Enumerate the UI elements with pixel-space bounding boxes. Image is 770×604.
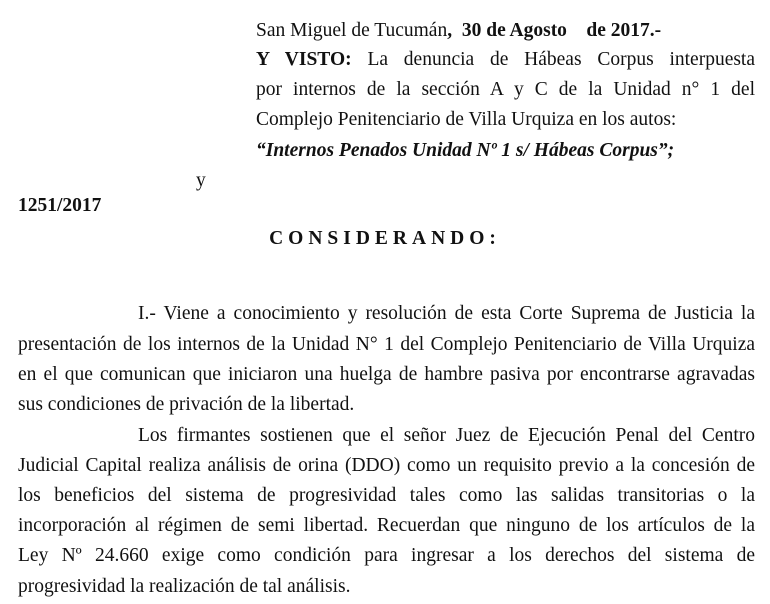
- visto-line: [256, 49, 755, 71]
- paragraph-2-line-3: los beneficios del sistema de progresividad tales como las salidas transitorias o la: [18, 485, 755, 506]
- visto-label: Y VISTO:: [256, 49, 352, 70]
- paragraph-2-line-5: Ley Nº 24.660 exige como condición para ingresar a los derechos del sistema de: [18, 545, 755, 566]
- paragraph-2-line-2: Judicial Capital realiza análisis de orina (DDO) como un requisito previo a la concesión de: [18, 455, 755, 476]
- paragraph-1-line-4: sus condiciones de privación de la libertad.: [18, 394, 355, 415]
- section-heading: CONSIDERANDO:: [269, 228, 501, 249]
- paragraph-2-line-4: incorporación al régimen de semi libertad. Recuerdan que ninguno de los artículos de la: [18, 515, 755, 536]
- place-date-line: San Miguel de Tucumán, 30 de Agosto de 2017.-: [256, 20, 662, 41]
- visto-line-1: La denuncia de Hábeas Corpus interpuesta: [367, 49, 756, 70]
- visto-line-2: por internos de la sección A y C de la Unidad n° 1 del: [256, 79, 755, 100]
- paragraph-1-line-1: I.- Viene a conocimiento y resolución de esta Corte Suprema de Justicia la: [138, 303, 755, 324]
- conjunction-text: y: [196, 170, 206, 191]
- date-text: 30 de Agosto de 2017.-: [461, 20, 662, 41]
- paragraph-1-line-3: en el que comunican que iniciaron una huelga de hambre pasiva por encontrarse agravadas: [18, 364, 755, 385]
- paragraph-1-line-2: presentación de los internos de la Unidad N° 1 del Complejo Penitenciario de Villa Urquiza: [18, 334, 755, 355]
- paragraph-2-line-1: Los firmantes sostienen que el señor Juez de Ejecución Penal del Centro: [138, 425, 755, 446]
- case-title: “Internos Penados Unidad Nº 1 s/ Hábeas Corpus”;: [256, 140, 675, 161]
- visto-line-3: Complejo Penitenciario de Villa Urquiza en los autos:: [256, 109, 677, 130]
- case-number: 1251/2017: [18, 195, 102, 216]
- paragraph-2-line-6: progresividad la realización de tal análisis.: [18, 576, 351, 597]
- place-text: San Miguel de Tucumán: [256, 20, 448, 41]
